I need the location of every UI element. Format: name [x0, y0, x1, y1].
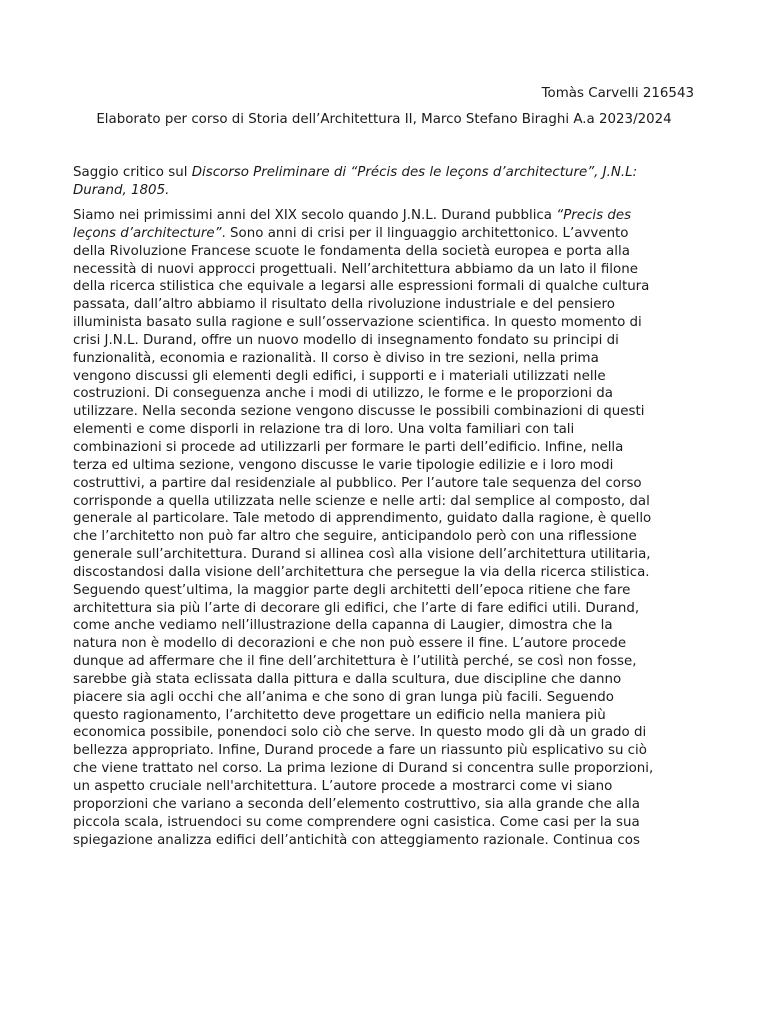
- body-line: [73, 225, 703, 243]
- body-line: combinazioni si procede ad utilizzarli per formare le parti dell’edificio. Infine, nella: [73, 439, 624, 455]
- body-line-2-text: . Sono anni di crisi per il linguaggio architettonico. L’avvento: [221, 225, 629, 241]
- body-line: come anche vediamo nell’illustrazione della capanna di Laugier, dimostra che la: [73, 618, 613, 634]
- essay-heading: [73, 164, 695, 200]
- body-line: corrisponde a quella utilizzata nelle scienze e nelle arti: dal semplice al composto, dal: [73, 493, 650, 509]
- body-line: discostandosi dalla visione dell’architettura che persegue la via della ricerca stilistica.: [73, 564, 650, 580]
- body-line: [73, 207, 703, 225]
- body-line: costruttivi, a partire dal residenziale al pubblico. Per l’autore tale sequenza del corso: [73, 475, 642, 491]
- body-line: dunque ad affermare che il fine dell’architettura è l’utilità perché, se così non fosse,: [73, 654, 637, 670]
- author-line: Tomàs Carvelli 216543: [541, 86, 694, 101]
- body-line: piccola scala, istruendoci su come comprendere ogni casistica. Come casi per la sua: [73, 814, 640, 830]
- body-line: sarebbe già stata eclissata dalla pittura e dalla scultura, due discipline che danno: [73, 671, 622, 687]
- book-title-part-1: “Precis des: [556, 208, 632, 223]
- body-line: della Rivoluzione Francese scuote le fondamenta della società europea e porta alla: [73, 243, 630, 259]
- body-line: natura non è modello di decorazioni e che non può essere il fine. L’autore procede: [73, 636, 627, 652]
- body-line: architettura sia più l’arte di decorare gli edifici, che l’arte di fare edifici utili. Durand,: [73, 600, 640, 616]
- heading-line-1: [73, 164, 695, 182]
- body-line: illuminista basato sulla ragione e sull’osservazione scientifica. In questo momento di: [73, 315, 642, 331]
- body-line: crisi J.N.L. Durand, offre un nuovo modello di insegnamento fondato su principi di: [73, 332, 619, 348]
- body-line: un aspetto cruciale nell'architettura. L’autore procede a mostrarci come vi siano: [73, 779, 613, 794]
- body-line: elementi e come disporli in relazione tra di loro. Una volta familiari con tali: [73, 422, 575, 438]
- heading-line-2: [73, 182, 695, 200]
- heading-title-part-1: Discorso Preliminare di “Précis des le leçons d’architecture”, J.N.L:: [191, 165, 638, 180]
- body-line: che l’architetto non può far altro che seguire, anticipandolo però con una riflessione: [73, 529, 637, 545]
- body-line: generale sull’architettura. Durand si allinea così alla visione dell’architettura utilitaria,: [73, 547, 651, 563]
- body-line: questo ragionamento, l’architetto deve progettare un edificio nella maniera più: [73, 707, 606, 723]
- body-line: funzionalità, economia e razionalità. Il corso è diviso in tre sezioni, nella prima: [73, 350, 599, 366]
- body-line: terza ed ultima sezione, vengono discusse le varie tipologie edilizie e i loro modi: [73, 457, 614, 473]
- body-line: proporzioni che variano a seconda dell’elemento costruttivo, sia alla grande che alla: [73, 796, 640, 812]
- body-line: generale al particolare. Tale metodo di apprendimento, guidato dalla ragione, è quello: [73, 511, 652, 527]
- course-line: Elaborato per corso di Storia dell’Architettura II, Marco Stefano Biraghi A.a 2023/2024: [96, 112, 672, 127]
- body-line: che viene trattato nel corso. La prima lezione di Durand si concentra sulle proporzioni,: [73, 761, 654, 777]
- body-line: piacere sia agli occhi che all’anima e che sono di gran lunga più facili. Seguendo: [73, 689, 614, 705]
- body-line: necessità di nuovi approcci progettuali. Nell’architettura abbiamo da un lato il filone: [73, 261, 638, 277]
- body-line: economica possibile, ponendoci solo ciò che serve. In questo modo gli dà un grado di: [73, 725, 647, 741]
- heading-prefix: Saggio critico sul: [73, 165, 192, 180]
- body-line: Seguendo quest’ultima, la maggior parte degli architetti dell’epoca ritiene che fare: [73, 582, 631, 598]
- body-line: costruzioni. Di conseguenza anche i modi di utilizzo, le forme e le proporzioni da: [73, 386, 613, 402]
- book-title-part-2: leçons d’architecture”: [73, 225, 222, 241]
- essay-body: [73, 207, 703, 849]
- body-line: spiegazione analizza edifici dell’antichità con atteggiamento razionale. Continua cos: [73, 832, 640, 848]
- body-line: utilizzare. Nella seconda sezione vengono discusse le possibili combinazioni di questi: [73, 404, 645, 420]
- body-line: bellezza appropriato. Infine, Durand procede a fare un riassunto più esplicativo su ciò: [73, 743, 647, 759]
- body-line: passata, dall’altro abbiamo il risultato della rivoluzione industriale e del pensiero: [73, 297, 615, 313]
- body-line: vengono discussi gli elementi degli edifici, i supporti e i materiali utilizzati nelle: [73, 368, 606, 384]
- body-line-1-text: Siamo nei primissimi anni del XIX secolo quando J.N.L. Durand pubblica: [73, 208, 557, 223]
- body-line: della ricerca stilistica che equivale a legarsi alle espressioni formali di qualche cultura: [73, 279, 650, 295]
- heading-title-part-2: Durand, 1805.: [73, 182, 170, 198]
